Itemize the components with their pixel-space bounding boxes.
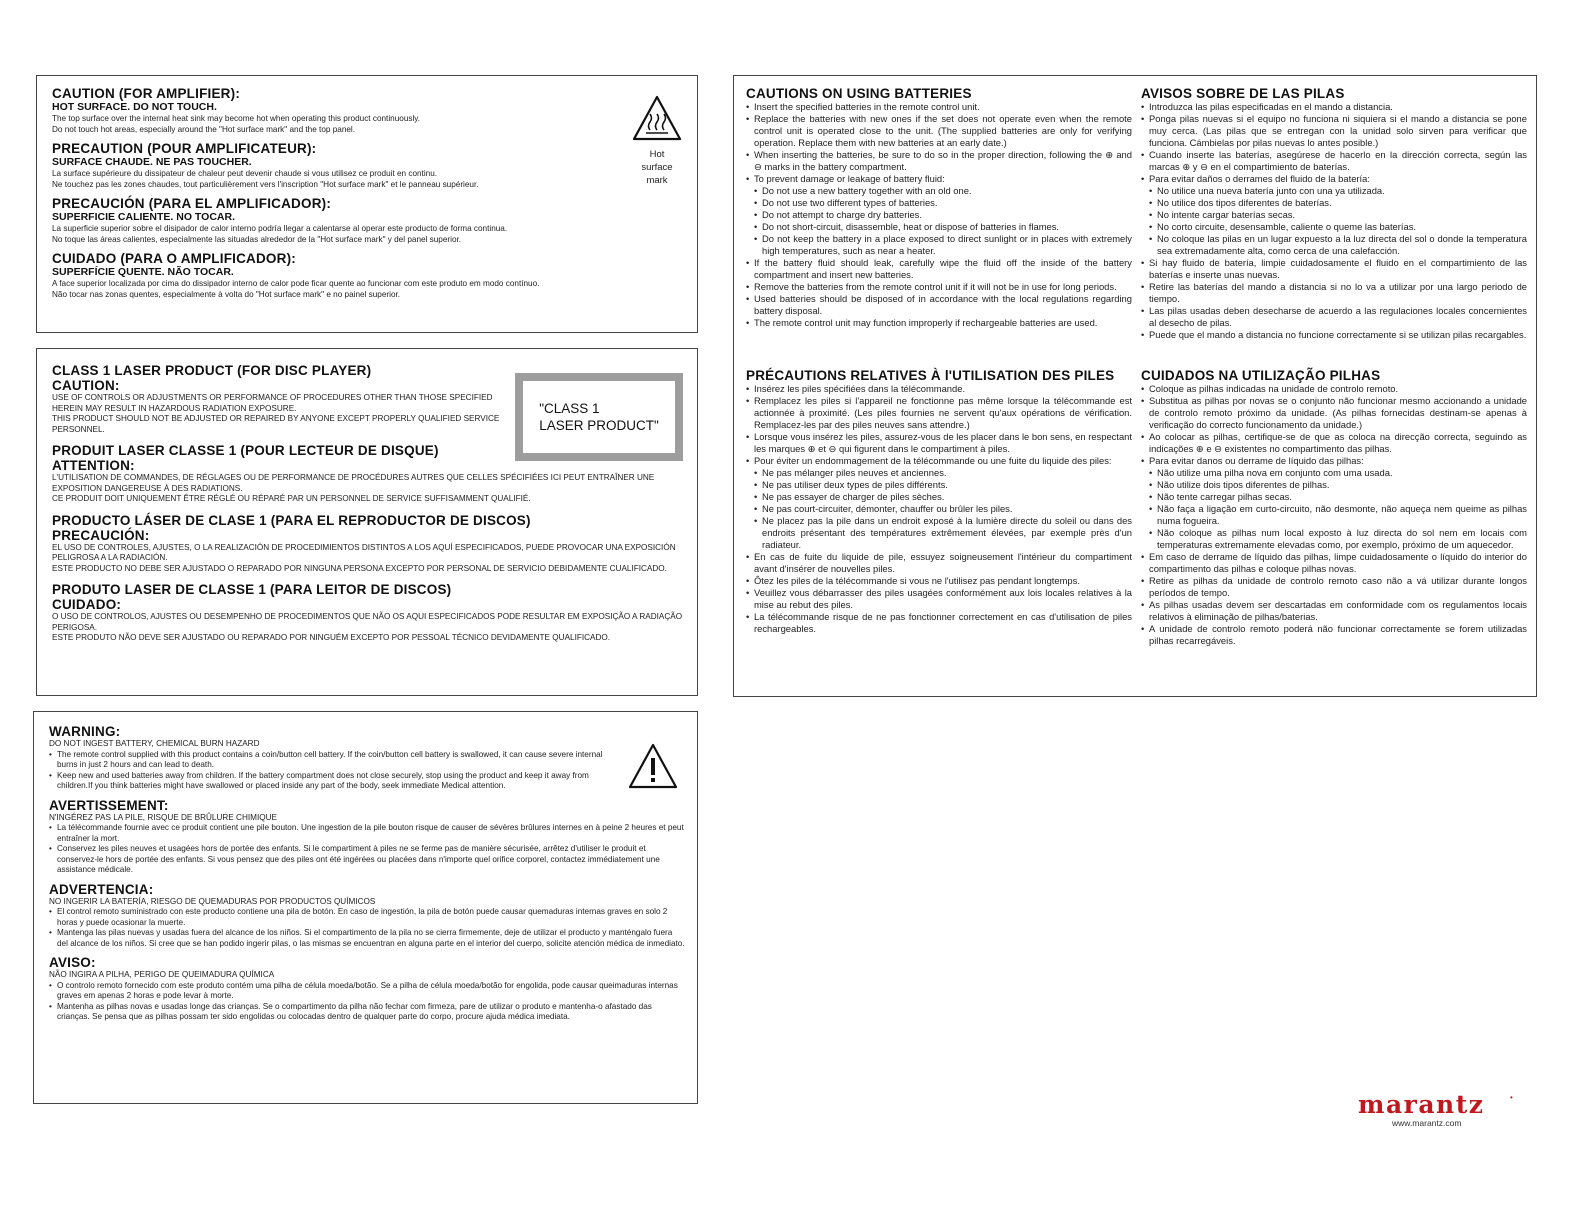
- battery-item-pt: • Retire as pilhas da unidade de controlo remoto caso não a vá utilizar durante longos períodos de tempo.: [1141, 575, 1527, 599]
- battery-column-es: [1141, 86, 1527, 341]
- hot-surface-label-2: surface: [641, 162, 673, 173]
- warning-item-en-2: • Keep new and used batteries away from children. If the battery compartment does not close securely, stop using the product and keep it away from children.If you think batteries might have swallowed or placed inside any part of the body, seek immediate Medical attention.: [49, 771, 609, 792]
- battery-item-pt: • Em caso de derrame de líquido das pilhas, limpe cuidadosamente o líquido do interior do compartimento das pilhas e coloque pilhas novas.: [1141, 551, 1527, 575]
- warning-item-fr-2: • Conservez les piles neuves et usagées hors de portée des enfants. Si le compartiment à piles ne se ferme pas de manière sécurisée, arrêtez d'utiliser le produit et conservez-le hors de portée des enfants. Si vous pensez que des piles ont été ingérées ou placées dans n'importe quel orifice corporel, contactez immédiatement une assistance médicale.: [49, 844, 685, 876]
- marantz-logo-mark: •: [1510, 1093, 1513, 1102]
- warning-sub-fr: N'INGÉREZ PAS LA PILE, RISQUE DE BRÛLURE CHIMIQUE: [49, 812, 277, 822]
- battery-item-fr: • La télécommande risque de ne pas fonctionner correctement en cas d'utilisation de piles rechargeables.: [746, 611, 1132, 635]
- battery-item-en: • To prevent damage or leakage of battery fluid:: [746, 173, 1132, 185]
- battery-item-en-sub: • Do not use two different types of batteries.: [746, 197, 1132, 209]
- amp-text-es-2: No toque las áreas calientes, especialmente las situadas alrededor de la "Hot surface mark" y del panel superior.: [52, 234, 462, 244]
- laser-caution-en: CAUTION:: [52, 378, 120, 393]
- laser-text-fr-2: CE PRODUIT DOIT UNIQUEMENT ÊTRE RÉGLÉ OU RÉPARÉ PAR UN PERSONNEL DE SERVICE SUFFISAMMENT QUALIFIÉ.: [52, 494, 531, 503]
- warning-sub-es: NO INGERIR LA BATERÍA, RIESGO DE QUEMADURAS POR PRODUCTOS QUÍMICOS: [49, 896, 376, 906]
- battery-cautions-box: [733, 75, 1537, 697]
- warning-title-fr: AVERTISSEMENT:: [49, 797, 169, 813]
- amp-text-fr-2: Ne touchez pas les zones chaudes, tout particulièrement vers l'inscription "Hot surface mark" et le panneau supérieur.: [52, 179, 479, 189]
- laser-product-box: [36, 348, 698, 696]
- battery-item-pt-sub: • Não tente carregar pilhas secas.: [1141, 491, 1527, 503]
- class1-laser-label-text: "CLASS 1 LASER PRODUCT": [539, 401, 659, 433]
- battery-item-pt: • Para evitar danos ou derrame de líquido das pilhas:: [1141, 455, 1527, 467]
- battery-item-es: • Puede que el mando a distancia no funcione correctamente si se utilizan pilas recargables.: [1141, 329, 1527, 341]
- warning-item-pt-1: • O controlo remoto fornecido com este produto contém uma pilha de célula moeda/botão. Se a pilha de célula moeda/botão for engolida, pode causar queimaduras internas graves em apenas 2 horas e pode levar à morte.: [49, 981, 685, 1002]
- battery-item-es: • Si hay fluido de batería, limpie cuidadosamente el fluido en el compartimiento de las baterías e inserte unas nuevas.: [1141, 257, 1527, 281]
- battery-item-es-sub: • No intente cargar baterías secas.: [1141, 209, 1527, 221]
- amp-text-pt-1: A face superior localizada por cima do dissipador interno de calor pode ficar quente ao funcionar com este produto em modo contínuo.: [52, 279, 540, 288]
- laser-text-pt-1: O USO DE CONTROLOS, AJUSTES OU DESEMPENHO DE PROCEDIMENTOS QUE NÃO OS AQUI ESPECIFICADOS PODE RESULTAR EM EXPOSIÇÃO A RADIAÇÃO PERIGOSA.: [52, 612, 683, 632]
- warning-item-en-1: • The remote control supplied with this product contains a coin/button cell battery. If the coin/button cell battery is swallowed, it can cause severe internal burns in just 2 hours and can lead to death.: [49, 750, 609, 771]
- battery-column-pt: [1141, 368, 1527, 647]
- warning-sub-en: DO NOT INGEST BATTERY, CHEMICAL BURN HAZARD: [49, 739, 260, 748]
- battery-item-es: • Retire las baterías del mando a distancia si no lo va a utilizar por una largo periodo de tiempo.: [1141, 281, 1527, 305]
- warning-item-fr-1: • La télécommande fournie avec ce produit contient une pile bouton. Une ingestion de la pile bouton risque de causer de sévères brûlures internes en à peine 2 heures et peut entraîner la mort.: [49, 823, 685, 844]
- hot-surface-label-1: Hot: [649, 149, 665, 160]
- laser-title-pt: PRODUTO LASER DE CLASSE 1 (PARA LEITOR DE DISCOS): [52, 582, 452, 597]
- battery-item-fr: • Remplacez les piles si l'appareil ne fonctionne pas même lorsque la télécommande est actionnée à proximité. (Les piles fournies ne servent qu'aux opérations de vérification. Remplacez-les par des piles neuves sans attendre.): [746, 395, 1132, 431]
- battery-item-en-sub: • Do not short-circuit, disassemble, heat or dispose of batteries in flames.: [746, 221, 1132, 233]
- warning-sub-pt: NÃO INGIRA A PILHA, PERIGO DE QUEIMADURA QUÍMICA: [49, 970, 275, 979]
- amp-text-pt-2: Não tocar nas zonas quentes, especialmente à volta do "Hot surface mark" e no painel superior.: [52, 289, 401, 299]
- laser-title-fr: PRODUIT LASER CLASSE 1 (POUR LECTEUR DE DISQUE): [52, 443, 439, 458]
- battery-title-fr: PRÉCAUTIONS RELATIVES À l'UTILISATION DES PILES: [746, 368, 1115, 383]
- battery-item-en: • Used batteries should be disposed of in accordance with the local regulations regarding battery disposal.: [746, 293, 1132, 317]
- battery-warning-box: [33, 711, 698, 1104]
- battery-title-pt: CUIDADOS NA UTILIZAÇÃO PILHAS: [1141, 368, 1381, 383]
- battery-item-pt: • Ao colocar as pilhas, certifique-se de que as coloca na direcção correcta, seguindo as indicações ⊕ e ⊖ existentes no compartimento das pilhas.: [1141, 431, 1527, 455]
- amp-title-fr: PRECAUTION (POUR AMPLIFICATEUR):: [52, 141, 317, 156]
- battery-item-pt: • Coloque as pilhas indicadas na unidade de controlo remoto.: [1141, 383, 1527, 395]
- battery-item-pt-sub: • Não coloque as pilhas num local exposto à luz directa do sol nem em locais com temperaturas extremamente elevadas como, por exemplo, próximo de um aquecedor.: [1141, 527, 1527, 551]
- battery-item-fr: • Lorsque vous insérez les piles, assurez-vous de les placer dans le bon sens, en respectant les marques ⊕ et ⊖ qui figurent dans le compartiment à piles.: [746, 431, 1132, 455]
- battery-item-fr: • Insérez les piles spécifiées dans la télécommande.: [746, 383, 1132, 395]
- battery-item-fr: • Pour éviter un endommagement de la télécommande ou une fuite du liquide des piles:: [746, 455, 1132, 467]
- battery-item-es: • Cuando inserte las baterías, asegúrese de hacerlo en la dirección correcta, según las marcas ⊕ y ⊖ en el compartimiento de baterías.: [1141, 149, 1527, 173]
- amp-title-es: PRECAUCIÓN (PARA EL AMPLIFICADOR):: [52, 196, 332, 211]
- battery-item-pt-sub: • Não utilize uma pilha nova em conjunto com uma usada.: [1141, 467, 1527, 479]
- battery-item-fr: • Ôtez les piles de la télécommande si vous ne l'utilisez pas pendant longtemps.: [746, 575, 1132, 587]
- laser-caution-fr: ATTENTION:: [52, 458, 135, 473]
- battery-column-fr: [746, 368, 1132, 635]
- amp-sub-pt: SUPERFÍCIE QUENTE. NÃO TOCAR.: [52, 266, 234, 278]
- battery-item-fr-sub: • Ne pas court-circuiter, démonter, chauffer ou brûler les piles.: [746, 503, 1132, 515]
- laser-text-es-1: EL USO DE CONTROLES, AJUSTES, O LA REALIZACIÓN DE PROCEDIMIENTOS DISTINTOS A LOS AQUÍ ESPECIFICADOS, PUEDE PROVOCAR UNA EXPOSICIÓN PELIGROSA A LA RADIACIÓN.: [52, 542, 676, 562]
- warning-item-es-1: • El control remoto suministrado con este producto contiene una pila de botón. En caso de ingestión, la pila de botón puede causar quemaduras internas graves en solo 2 horas y puede ocasionar la muerte.: [49, 907, 685, 928]
- battery-item-en: • Remove the batteries from the remote control unit if it will not be in use for long periods.: [746, 281, 1132, 293]
- brand-url: www.marantz.com: [1392, 1118, 1462, 1128]
- battery-item-en: • Replace the batteries with new ones if the set does not operate even when the remote control unit is operated close to the unit. (The supplied batteries are only for verifying operation. Replace them with new batteries at an early date.): [746, 113, 1132, 149]
- battery-item-pt-sub: • Não utilize dois tipos diferentes de pilhas.: [1141, 479, 1527, 491]
- class1-laser-label: [515, 373, 683, 461]
- battery-item-es: • Introduzca las pilas especificadas en el mando a distancia.: [1141, 101, 1527, 113]
- hot-surface-label-3: mark: [646, 175, 668, 186]
- battery-item-fr: • Veuillez vous débarrasser des piles usagées conformément aux lois locales relatives à la mise au rebut des piles.: [746, 587, 1132, 611]
- hot-surface-icon: [631, 94, 683, 142]
- amp-text-en-1: The top surface over the internal heat sink may become hot when operating this product continuously.: [52, 114, 421, 123]
- amp-sub-fr: SURFACE CHAUDE. NE PAS TOUCHER.: [52, 156, 252, 168]
- battery-item-en-sub: • Do not keep the battery in a place exposed to direct sunlight or in places with extremely high temperatures, such as near a heater.: [746, 233, 1132, 257]
- battery-item-pt: • Substitua as pilhas por novas se o conjunto não funcionar mesmo accionando a unidade de controlo remoto próximo da unidade. (As pilhas fornecidas destinam-se apenas à verificação do correcto funcionamento da unidade.): [1141, 395, 1527, 431]
- battery-item-fr-sub: • Ne pas essayer de charger de piles sèches.: [746, 491, 1132, 503]
- battery-item-fr: • En cas de fuite du liquide de pile, essuyez soigneusement l'intérieur du compartiment avant d'insérer de nouvelles piles.: [746, 551, 1132, 575]
- warning-triangle-icon: [627, 742, 679, 790]
- laser-text-en-1: USE OF CONTROLS OR ADJUSTMENTS OR PERFORMANCE OF PROCEDURES OTHER THAN THOSE SPECIFIED HEREIN MAY RESULT IN HAZARDOUS RADIATION EXPOSURE.: [52, 393, 493, 413]
- warning-item-pt-2: • Mantenha as pilhas novas e usadas longe das crianças. Se o compartimento da pilha não fechar com firmeza, pare de utilizar o produto e mantenha-o afastado das crianças. Se pensa que as pilhas possam ter sido engolidas ou colocadas dentro de qualquer parte do corpo, procure ajuda médica imediata.: [49, 1002, 685, 1023]
- battery-item-es-sub: • No utilice dos tipos diferentes de baterías.: [1141, 197, 1527, 209]
- battery-item-en: • When inserting the batteries, be sure to do so in the proper direction, following the ⊕ and ⊖ marks in the battery compartment.: [746, 149, 1132, 173]
- laser-text-en-2: THIS PRODUCT SHOULD NOT BE ADJUSTED OR REPAIRED BY ANYONE EXCEPT PROPERLY QUALIFIED SERVICE PERSONNEL.: [52, 414, 500, 434]
- battery-item-es: • Para evitar daños o derrames del fluido de la batería:: [1141, 173, 1527, 185]
- hot-surface-label: [629, 148, 685, 187]
- battery-item-es: • Ponga pilas nuevas si el equipo no funciona ni siquiera si el mando a distancia se pone muy cerca. (Las pilas que se entregan con la unidad solo sirven para verificar que funciona. Cámbielas por pilas nuevas lo antes posible.): [1141, 113, 1527, 149]
- warning-item-es-2: • Mantenga las pilas nuevas y usadas fuera del alcance de los niños. Si el compartimento de la pila no se cierra firmemente, deje de utilizar el producto y manténgalo fuera del alcance de los niños. Si cree que se han podido ingerir pilas, o las mismas se encuentran en alguna parte en el interior del cuerpo, solicite atención médica de inmediato.: [49, 928, 685, 949]
- battery-item-pt: • As pilhas usadas devem ser descartadas em conformidade com os regulamentos locais relativos à eliminação de pilhas/baterias.: [1141, 599, 1527, 623]
- laser-text-es-2: ESTE PRODUCTO NO DEBE SER AJUSTADO O REPARADO POR NINGUNA PERSONA EXCEPTO POR PERSONAL DE SERVICIO DEBIDAMENTE CUALIFICADO.: [52, 563, 667, 573]
- battery-title-es: AVISOS SOBRE DE LAS PILAS: [1141, 86, 1345, 101]
- laser-caution-es: PRECAUCIÓN:: [52, 527, 150, 543]
- battery-item-pt-sub: • Não faça a ligação em curto-circuito, não desmonte, não aqueça nem queime as pilhas numa fogueira.: [1141, 503, 1527, 527]
- amp-text-fr-1: La surface supérieure du dissipateur de chaleur peut devenir chaude si vous utilisez ce produit en continu.: [52, 169, 438, 178]
- amp-sub-en: HOT SURFACE. DO NOT TOUCH.: [52, 101, 217, 113]
- battery-item-es-sub: • No coloque las pilas en un lugar expuesto a la luz directa del sol o donde la temperatura sea extremadamente alta, como cerca de una calefacción.: [1141, 233, 1527, 257]
- battery-item-fr-sub: • Ne pas utiliser deux types de piles différents.: [746, 479, 1132, 491]
- laser-title-en: CLASS 1 LASER PRODUCT (FOR DISC PLAYER): [52, 363, 372, 378]
- marantz-logo: marantz: [1358, 1090, 1485, 1119]
- battery-column-en: [746, 86, 1132, 329]
- battery-title-en: CAUTIONS ON USING BATTERIES: [746, 86, 972, 101]
- warning-title-pt: AVISO:: [49, 955, 96, 970]
- battery-item-pt: • A unidade de controlo remoto poderá não funcionar correctamente se forem utilizadas pilhas recarregáveis.: [1141, 623, 1527, 647]
- battery-item-en: • If the battery fluid should leak, carefully wipe the fluid off the inside of the battery compartment and insert new batteries.: [746, 257, 1132, 281]
- laser-title-es: PRODUCTO LÁSER DE CLASE 1 (PARA EL REPRODUCTOR DE DISCOS): [52, 512, 531, 528]
- amp-title-en: CAUTION (FOR AMPLIFIER):: [52, 86, 241, 101]
- laser-caution-pt: CUIDADO:: [52, 597, 122, 612]
- battery-item-es-sub: • No corto circuite, desensamble, caliente o queme las baterías.: [1141, 221, 1527, 233]
- battery-item-fr-sub: • Ne pas mélanger piles neuves et anciennes.: [746, 467, 1132, 479]
- warning-title-es: ADVERTENCIA:: [49, 881, 154, 897]
- amp-text-es-1: La superficie superior sobre el disipador de calor interno podría llegar a calentarse al operar este producto de forma continua.: [52, 224, 508, 233]
- laser-text-pt-2: ESTE PRODUTO NÃO DEVE SER AJUSTADO OU REPARADO POR NINGUÉM EXCEPTO POR PESSOAL TÉCNICO DEVIDAMENTE QUALIFICADO.: [52, 633, 611, 642]
- laser-text-fr-1: L'UTILISATION DE COMMANDES, DE RÉGLAGES OU DE PERFORMANCE DE PROCÉDURES AUTRES QUE CELLES SPÉCIFIÉES ICI PEUT ENTRAÎNER UNE EXPOSITION DANGEREUSE À DES RADIATIONS.: [52, 473, 655, 493]
- amp-title-pt: CUIDADO (PARA O AMPLIFICADOR):: [52, 251, 296, 266]
- amp-sub-es: SUPERFICIE CALIENTE. NO TOCAR.: [52, 211, 235, 223]
- battery-item-en: • The remote control unit may function improperly if rechargeable batteries are used.: [746, 317, 1132, 329]
- battery-item-en-sub: • Do not use a new battery together with an old one.: [746, 185, 1132, 197]
- battery-item-en: • Insert the specified batteries in the remote control unit.: [746, 101, 1132, 113]
- battery-item-en-sub: • Do not attempt to charge dry batteries.: [746, 209, 1132, 221]
- battery-item-es: • Las pilas usadas deben desecharse de acuerdo a las regulaciones locales concernientes al desecho de pilas.: [1141, 305, 1527, 329]
- warning-title-en: WARNING:: [49, 724, 121, 739]
- amplifier-caution-box: [36, 75, 698, 333]
- battery-item-fr-sub: • Ne placez pas la pile dans un endroit exposé à la lumière directe du soleil ou dans des endroits présentant des températures extrêmement élevées, par exemple près d'un radiateur.: [746, 515, 1132, 551]
- amp-text-en-2: Do not touch hot areas, especially around the "Hot surface mark" and the top panel.: [52, 124, 356, 134]
- battery-item-es-sub: • No utilice una nueva batería junto con una ya utilizada.: [1141, 185, 1527, 197]
